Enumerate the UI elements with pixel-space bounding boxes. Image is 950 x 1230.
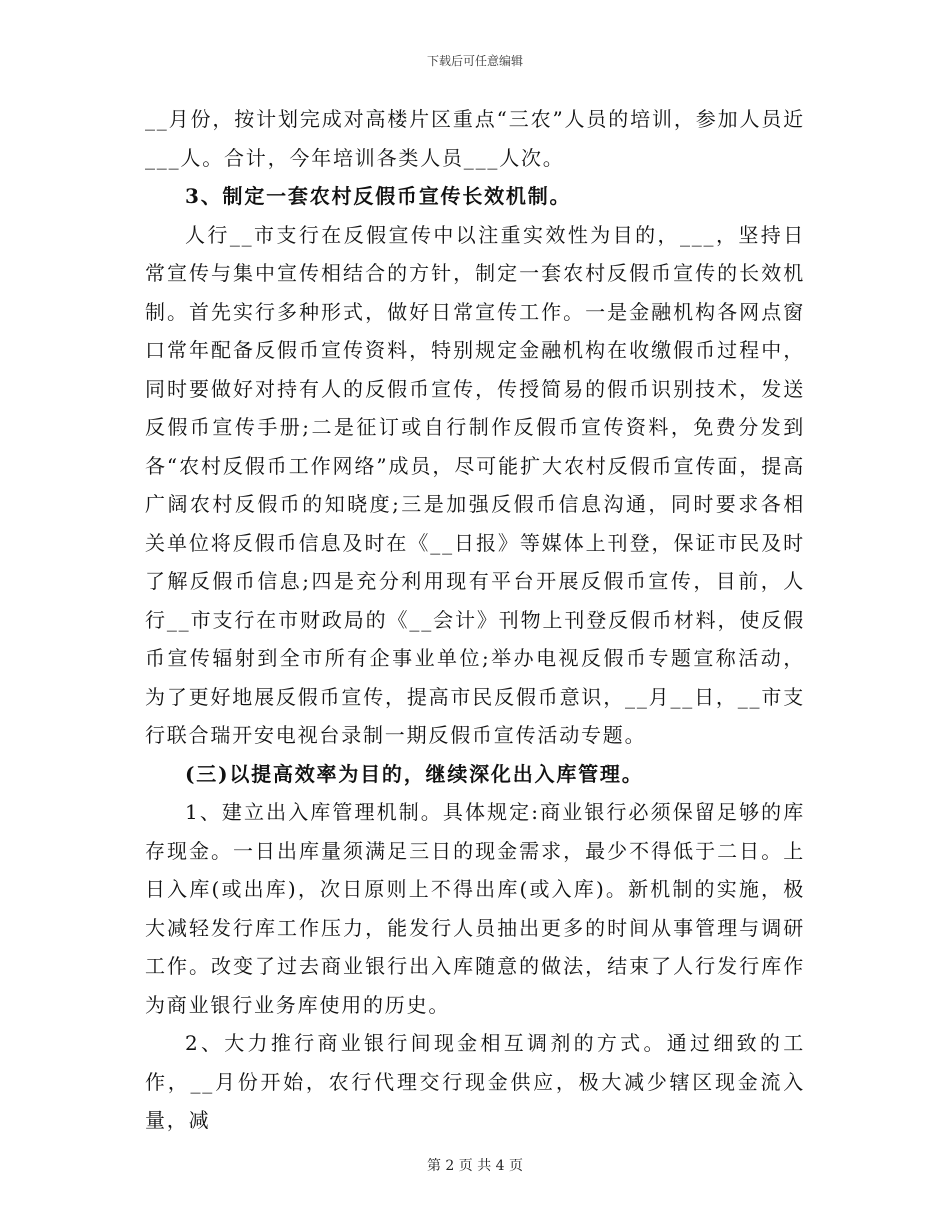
paragraph-anti-counterfeit-publicity: 人行__市支行在反假宣传中以注重实效性为目的，___，坚持日常宣传与集中宣传相结合的方针，制定一套农村反假币宣传的长效机制。首先实行多种形式，做好日常宣传工作。一是金融机构各网点窗口常年配备反假币宣传资料，特别规定金融机构在收缴假币过程中，同时要做好对持有人的反假币宣传，传授简易的假币识别技术，发送反假币宣传手册;二是征订或自行制作反假币宣传资料，免费分发到各“农村反假币工作网络”成员，尽可能扩大农村反假币宣传面，提高广阔农村反假币的知晓度;三是加强反假币信息沟通，同时要求各相关单位将反假币信息及时在《__日报》等媒体上刊登，保证市民及时了解反假币信息;四是充分利用现有平台开展反假币宣传，目前，人行__市支行在市财政局的《__会计》刊物上刊登反假币材料，使反假币宣传辐射到全市所有企事业单位;举办电视反假币专题宣称活动，为了更好地展反假币宣传，提高市民反假币意识，__月__日，__市支行联合瑞开安电视台录制一期反假币宣传活动专题。 (145, 222, 805, 747)
paragraph-training-continuation: __月份，按计划完成对高楼片区重点“三农”人员的培训，参加人员近___人。合计，今年培训各类人员___人次。 (145, 107, 805, 170)
page-header: 下载后可任意编辑 (426, 54, 523, 68)
heading-vault-management: (三)以提高效率为目的，继续深化出入库管理。 (185, 761, 644, 786)
document-body (145, 100, 805, 1140)
page-footer: 第 2 页 共 4 页 (426, 1158, 524, 1174)
paragraph-vault-mechanism: 1、建立出入库管理机制。具体规定:商业银行必须保留足够的库存现金。一日出库量须满足三日的现金需求，最少不得低于二日。上日入库(或出库)，次日原则上不得出库(或入库)。新机制的实施，极大减轻发行库工作压力，能发行人员抽出更多的时间从事管理与调研工作。改变了过去商业银行出入库随意的做法，结束了人行发行库作为商业银行业务库使用的历史。 (145, 800, 805, 1017)
paragraph-cash-adjustment: 2、大力推行商业银行间现金相互调剂的方式。通过细致的工作，__月份开始，农行代理交行现金供应，极大减少辖区现金流入量，减 (145, 1031, 805, 1132)
heading-anti-counterfeit-mechanism: 3、制定一套农村反假币宣传长效机制。 (185, 184, 572, 208)
